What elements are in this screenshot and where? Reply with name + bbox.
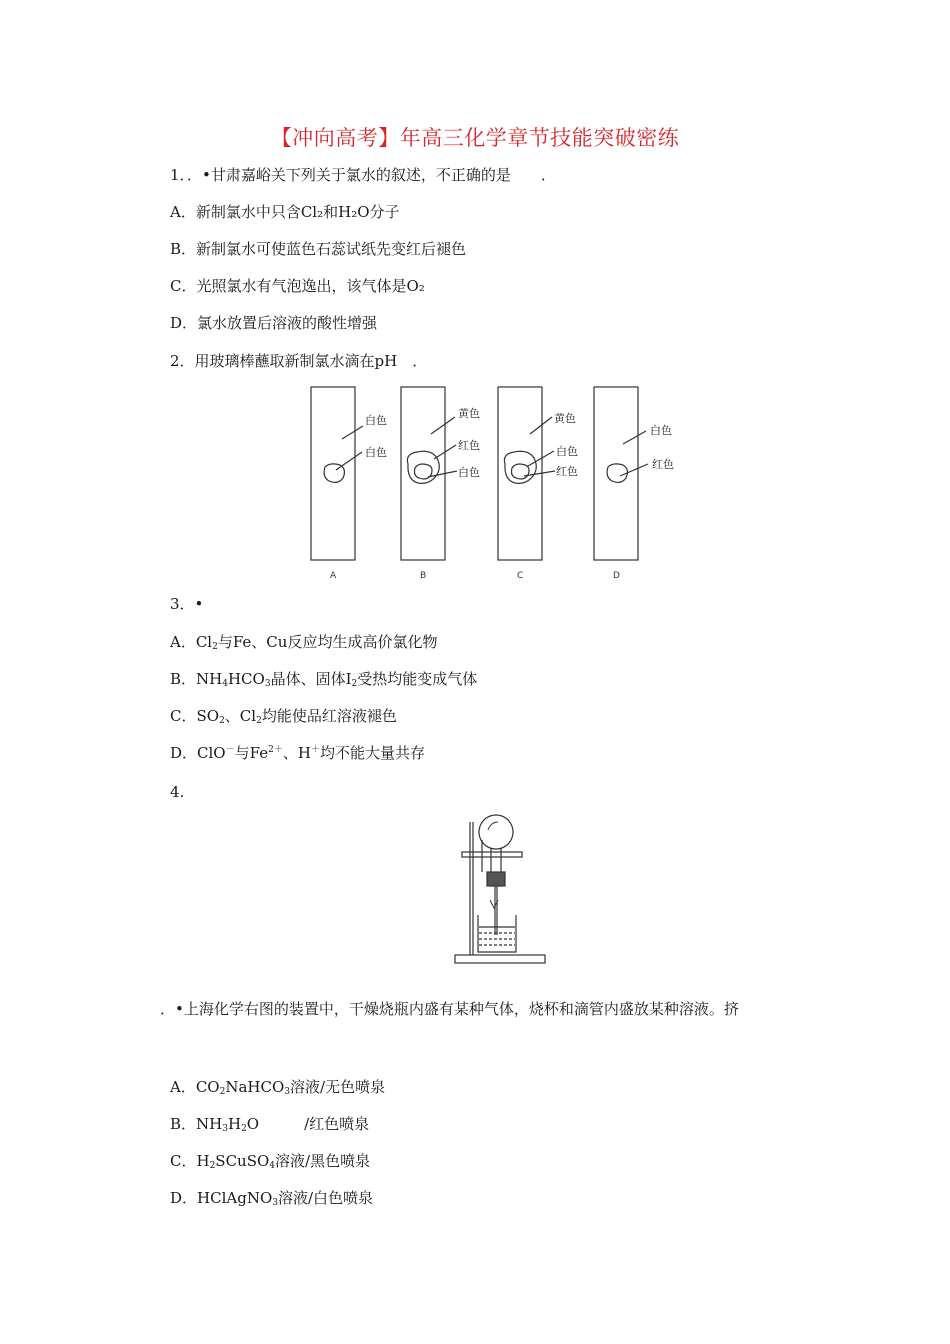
q1-option-c: C．光照氯水有气泡逸出，该气体是O₂: [170, 277, 425, 295]
q4-option-c: C．$H_2SCuSO_4$溶液/黑色喷泉: [170, 1152, 371, 1171]
drop-c-inner: [512, 464, 530, 479]
ph-paper-b: [401, 387, 445, 560]
stand-base: [455, 955, 545, 963]
label-c-white: 白色: [556, 445, 578, 458]
q4-option-d: D．HClAgNO$_3$溶液/白色喷泉: [170, 1189, 374, 1208]
q3-stem: 3．•: [170, 595, 204, 613]
panel-letter-b: B: [420, 571, 427, 581]
ph-paper-a: [311, 387, 355, 560]
page-title: 【冲向高考】年高三化学章节技能突破密练: [270, 126, 680, 150]
q4-option-a: A．$CO_2NaHCO_3$溶液/无色喷泉: [170, 1078, 386, 1097]
label-a-white-2: 白色: [365, 446, 387, 459]
label-c-red: 红色: [556, 465, 578, 478]
q4-stem: ．•上海化学右图的装置中，干燥烧瓶内盛有某种气体，烧杯和滴管内盛放某种溶液。挤: [160, 1000, 739, 1018]
q1-option-d: D．氯水放置后溶液的酸性增强: [170, 314, 378, 332]
q4-number: 4.: [170, 783, 185, 801]
label-a-white-1: 白色: [365, 414, 387, 427]
q1-option-b: B．新制氯水可使蓝色石蕊试纸先变红后褪色: [170, 240, 467, 258]
label-b-red: 红色: [458, 439, 480, 452]
panel-letter-a: A: [330, 571, 337, 581]
flask-bulb: [479, 815, 513, 849]
q4-option-b: B．$NH_3H_2O$ /红色喷泉: [170, 1115, 370, 1134]
label-b-yellow: 黄色: [458, 407, 480, 420]
label-c-yellow: 黄色: [554, 412, 576, 425]
q3-option-d: D．ClO－与$Fe^{2+}$、H＋均不能大量共存: [170, 744, 425, 762]
q1-option-a: A．新制氯水中只含Cl₂和H₂O分子: [170, 203, 400, 221]
ph-paper-d: [594, 387, 638, 560]
label-d-red: 红色: [652, 458, 674, 471]
q3-option-b: B．$NH_4HCO_3$晶体、固体$I_2$受热均能变成气体: [170, 670, 478, 689]
ph-paper-figure: [300, 384, 700, 584]
label-d-white: 白色: [650, 424, 672, 437]
label-b-white: 白色: [458, 466, 480, 479]
q3-option-c: C．$SO_2$、$Cl_2$均能使品红溶液褪色: [170, 707, 397, 726]
q2-stem: 2．用玻璃棒蘸取新制氯水滴在pH ．: [170, 352, 428, 370]
panel-letter-d: D: [613, 571, 620, 581]
fountain-apparatus-figure: [450, 810, 560, 970]
q3-option-a: A．$Cl_2$与Fe、Cu反应均生成高价氯化物: [170, 633, 438, 652]
ph-paper-c: [498, 387, 542, 560]
clamp-arm: [462, 852, 522, 857]
panel-letter-c: C: [517, 571, 524, 581]
drop-d: [607, 464, 627, 483]
stopper: [487, 872, 505, 886]
q1-stem: 1．．•甘肃嘉峪关下列关于氯水的叙述，不正确的是 ．: [170, 166, 556, 184]
